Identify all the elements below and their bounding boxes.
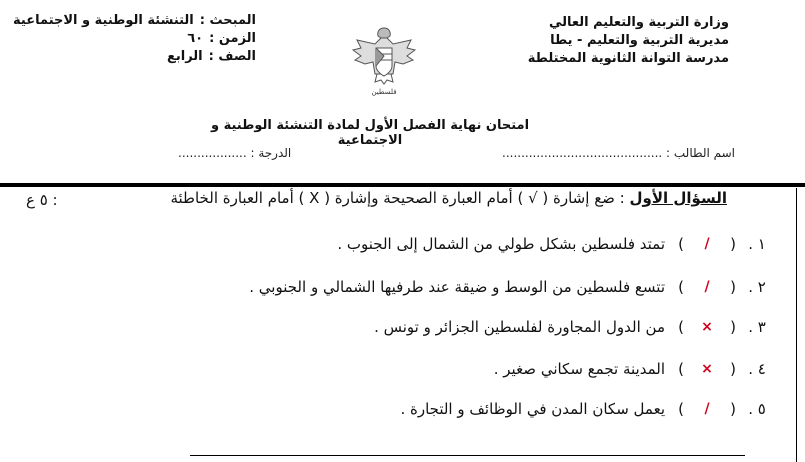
header-divider bbox=[0, 183, 805, 187]
question-title: السؤال الأول bbox=[629, 189, 727, 207]
time-row bbox=[26, 30, 256, 48]
item-number: ٣ . bbox=[748, 318, 766, 336]
question-instruction: : ضع إشارة ( √ ) أمام العبارة الصحيحة وإشارة ( X ) أمام العبارة الخاطئة bbox=[170, 189, 625, 207]
ministry-name: وزارة التربية والتعليم العالي bbox=[548, 15, 729, 30]
answer-mark[interactable]: × bbox=[701, 319, 713, 335]
question-marks: : ٥ ع bbox=[26, 191, 58, 209]
item-number: ٤ . bbox=[748, 360, 766, 378]
school-name: مدرسة التوانة الثانوية المختلطة bbox=[527, 51, 729, 66]
grade-value: الرابع bbox=[166, 49, 203, 64]
item-number: ٥ . bbox=[748, 400, 766, 418]
emblem-caption: فلسطين bbox=[371, 88, 397, 96]
exam-title: امتحان نهاية الفصل الأول لمادة التنشئة الوطنية و الاجتماعية bbox=[210, 118, 530, 148]
question-heading bbox=[170, 189, 727, 207]
answer-mark[interactable]: / bbox=[704, 279, 710, 295]
answer-mark[interactable]: × bbox=[701, 361, 713, 377]
bottom-divider bbox=[190, 455, 745, 456]
answer-mark[interactable]: / bbox=[704, 401, 710, 417]
time-value: ٦٠ bbox=[187, 31, 204, 46]
list-item: ٢ . ( / ) تتسع فلسطين من الوسط و ضيقة عند طرفيها الشمالي و الجنوبي . bbox=[249, 274, 775, 300]
subject-label: المبحث : bbox=[199, 13, 256, 28]
directorate-name: مديرية التربية والتعليم - يطا bbox=[550, 33, 729, 48]
time-label: الزمن : bbox=[209, 31, 256, 46]
subject-value: التنشئة الوطنية و الاجتماعية bbox=[13, 13, 194, 28]
item-text: يعمل سكان المدن في الوظائف و التجارة . bbox=[400, 400, 665, 418]
list-item: ١ . ( / ) تمتد فلسطين بشكل طولي من الشمال إلى الجنوب . bbox=[337, 231, 775, 257]
subject-row bbox=[13, 12, 256, 30]
list-item: ٤ . ( × ) المدينة تجمع سكاني صغير . bbox=[494, 356, 775, 382]
margin-line bbox=[796, 188, 797, 462]
palestine-emblem-icon bbox=[345, 22, 423, 98]
grade-row bbox=[26, 48, 256, 66]
item-number: ١ . bbox=[748, 235, 766, 253]
list-item: ٣ . ( × ) من الدول المجاورة لفلسطين الجزائر و تونس . bbox=[374, 314, 775, 340]
ministry-header bbox=[528, 14, 729, 68]
grade-label: الصف : bbox=[208, 49, 256, 64]
answer-mark[interactable]: / bbox=[704, 236, 710, 252]
item-text: من الدول المجاورة لفلسطين الجزائر و تونس . bbox=[374, 318, 665, 336]
item-text: تمتد فلسطين بشكل طولي من الشمال إلى الجنوب . bbox=[337, 235, 665, 253]
item-number: ٢ . bbox=[748, 278, 766, 296]
student-name-field[interactable]: اسم الطالب : .......................................... bbox=[502, 146, 735, 160]
list-item: ٥ . ( / ) يعمل سكان المدن في الوظائف و التجارة . bbox=[400, 396, 775, 422]
item-text: المدينة تجمع سكاني صغير . bbox=[493, 360, 665, 378]
item-text: تتسع فلسطين من الوسط و ضيقة عند طرفيها الشمالي و الجنوبي . bbox=[249, 278, 665, 296]
exam-info bbox=[13, 12, 256, 66]
grade-field[interactable]: الدرجة : .................. bbox=[178, 146, 292, 160]
